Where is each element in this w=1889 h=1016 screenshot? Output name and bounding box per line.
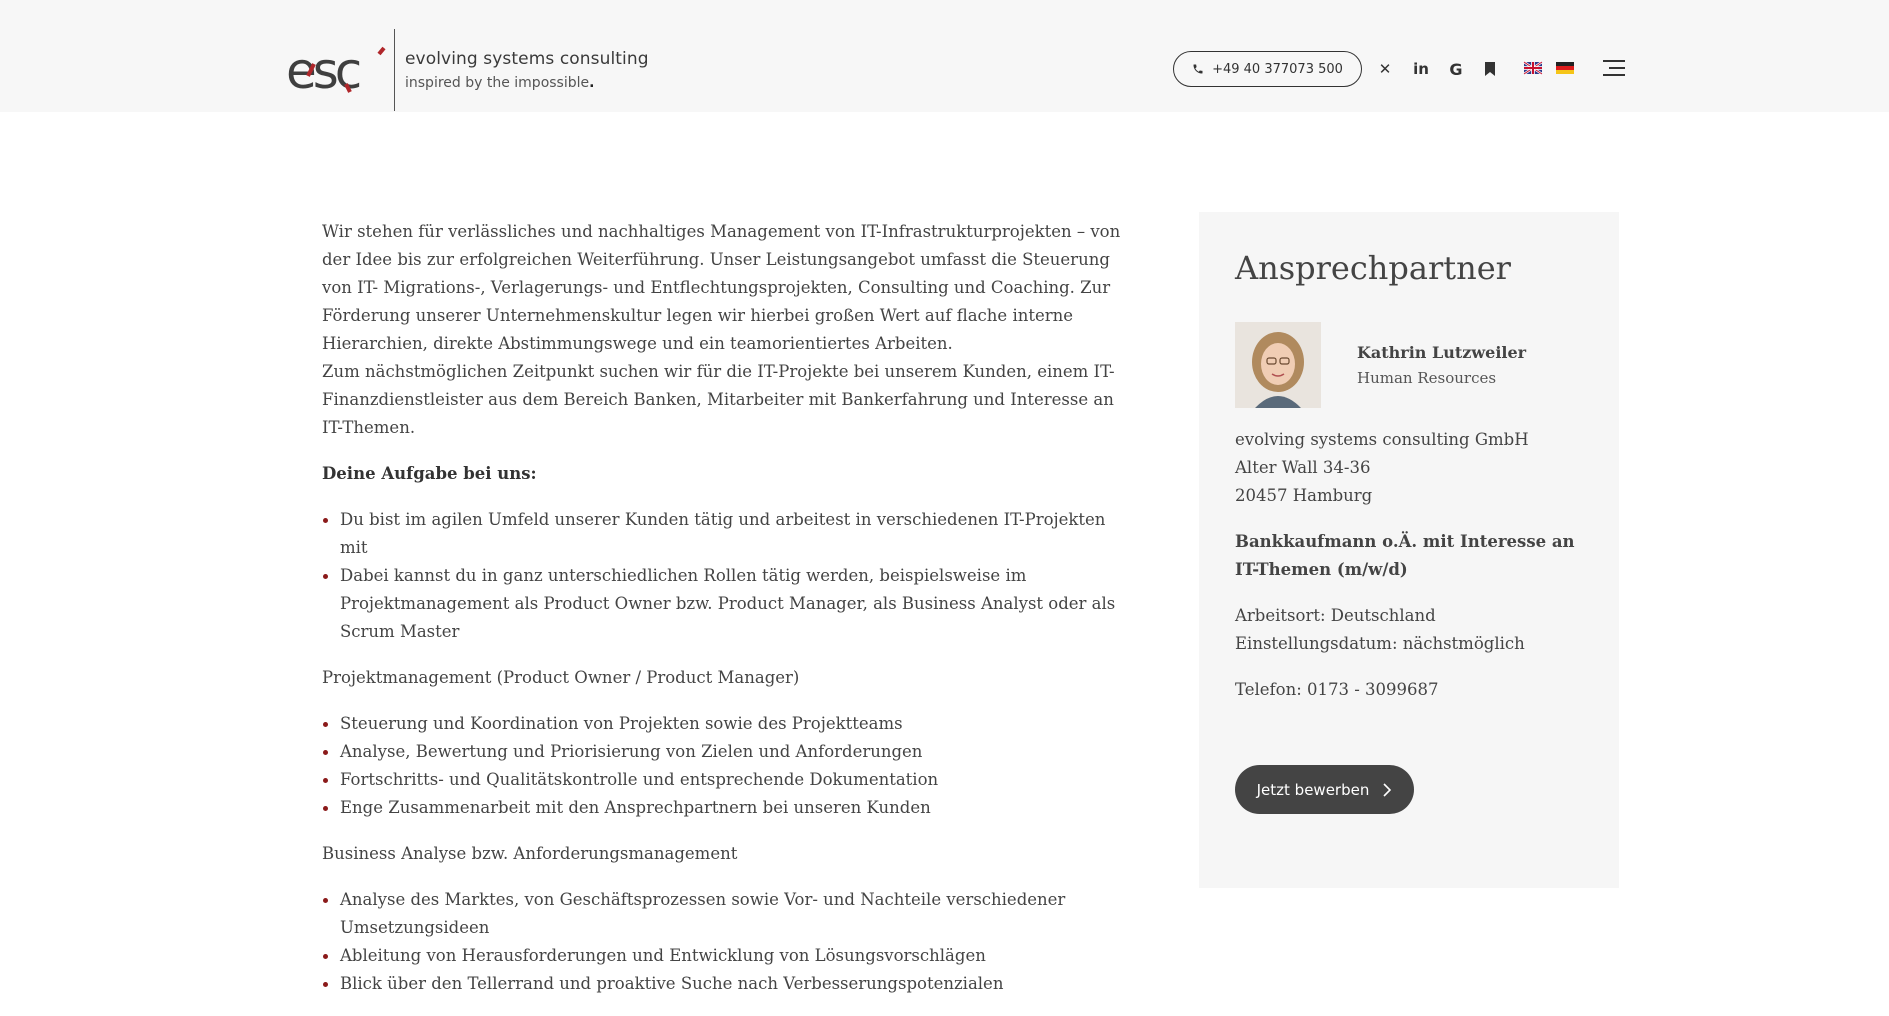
logo[interactable]	[286, 29, 649, 111]
intro-paragraph-1: Wir stehen für verlässliches und nachhaltiges Management von IT-Infrastrukturprojekten – von der Idee bis zur erfolgreichen Weiterführung. Unser Leistungsangebot umfasst die Steuerung von IT- Migrations-, Verlagerungs- und Entflechtungsprojekten, Consulting und Coaching. Zur Förderung unserer Unternehmenskultur legen wir hierbei großen Wert auf flache interne Hierarchien, direkte Abstimmungswege und ein teamorientiertes Arbeiten.	[322, 222, 1121, 353]
google-glyph: G	[1449, 59, 1463, 79]
phone-button[interactable]	[1173, 51, 1362, 87]
intro-paragraph-2: Zum nächstmöglichen Zeitpunkt suchen wir für die IT-Projekte bei unserem Kunden, einem IT-Finanzdienstleister aus dem Bereich Banken, Mitarbeiter mit Bankerfahrung und Interesse an IT-Themen.	[322, 362, 1115, 437]
en-flag-icon[interactable]	[1524, 62, 1542, 74]
job-description	[322, 218, 1122, 1016]
avatar	[1235, 322, 1321, 408]
contact-person	[1235, 322, 1583, 408]
logo-divider	[394, 29, 395, 111]
company-name: evolving systems consulting GmbH	[1235, 430, 1529, 449]
task-list	[322, 506, 1122, 646]
company-street: Alter Wall 34-36	[1235, 458, 1371, 477]
contact-info	[1357, 340, 1526, 390]
pm-heading: Projektmanagement (Product Owner / Product Manager)	[322, 668, 800, 687]
contact-role: Human Resources	[1357, 369, 1497, 387]
xing-glyph: ✕	[1378, 60, 1392, 78]
list-item: Analyse des Marktes, von Geschäftsprozessen sowie Vor- und Nachteile verschiedener Umsetzungsideen	[322, 886, 1122, 942]
list-item: Fortschritts- und Qualitätskontrolle und entsprechende Dokumentation	[322, 766, 1122, 794]
logo-tagline	[405, 75, 649, 91]
bookmark-icon[interactable]	[1479, 58, 1501, 80]
site-header	[0, 0, 1889, 112]
pm-list	[322, 710, 1122, 822]
task-heading: Deine Aufgabe bei uns:	[322, 464, 537, 483]
list-item: Ableitung von Herausforderungen und Entwicklung von Lösungsvorschlägen	[322, 942, 1122, 970]
logo-title: evolving systems consulting	[405, 49, 649, 69]
google-icon[interactable]	[1445, 58, 1467, 80]
list-item: Steuerung und Koordination von Projekten sowie des Projektteams	[322, 710, 1122, 738]
company-address	[1235, 426, 1583, 510]
list-item: Blick über den Tellerrand und proaktive Suche nach Verbesserungspotenzialen	[322, 970, 1122, 998]
job-title: Bankkaufmann o.Ä. mit Interesse an IT-Themen (m/w/d)	[1235, 532, 1575, 579]
bookmark-shape	[1484, 62, 1496, 76]
xing-icon[interactable]	[1374, 58, 1396, 80]
sidebar-title: Ansprechpartner	[1235, 249, 1511, 287]
contact-name: Kathrin Lutzweiler	[1357, 343, 1527, 362]
intro-text	[322, 218, 1122, 442]
company-city: 20457 Hamburg	[1235, 486, 1373, 505]
de-flag-icon[interactable]	[1556, 62, 1574, 74]
job-start-date: Einstellungsdatum: nächstmöglich	[1235, 634, 1525, 653]
chevron-right-icon	[1383, 783, 1392, 797]
logo-text	[405, 49, 649, 91]
apply-button[interactable]	[1235, 765, 1414, 814]
ba-list	[322, 886, 1122, 998]
ba-heading: Business Analyse bzw. Anforderungsmanagement	[322, 844, 738, 863]
contact-phone: Telefon: 0173 - 3099687	[1235, 680, 1439, 699]
menu-icon[interactable]	[1603, 60, 1625, 78]
linkedin-glyph: in	[1413, 60, 1429, 78]
job-meta	[1235, 602, 1583, 658]
apply-label: Jetzt bewerben	[1256, 780, 1370, 799]
logo-tagline-text: inspired by the impossible	[405, 75, 590, 91]
phone-icon	[1192, 63, 1204, 75]
list-item: Enge Zusammenarbeit mit den Ansprechpartnern bei unseren Kunden	[322, 794, 1122, 822]
linkedin-icon[interactable]	[1410, 58, 1432, 80]
logo-tagline-dot: .	[589, 75, 595, 91]
list-item: Du bist im agilen Umfeld unserer Kunden tätig und arbeitest in verschiedenen IT-Projekten mit	[322, 506, 1122, 562]
logo-mark-text: esc	[286, 42, 359, 100]
phone-label: +49 40 377073 500	[1212, 61, 1343, 77]
list-item: Analyse, Bewertung und Priorisierung von Zielen und Anforderungen	[322, 738, 1122, 766]
list-item: Dabei kannst du in ganz unterschiedlichen Rollen tätig werden, beispielsweise im Projektmanagement als Product Owner bzw. Product Manager, als Business Analyst oder als Scrum Master	[322, 562, 1122, 646]
contact-sidebar	[1199, 212, 1619, 888]
job-location: Arbeitsort: Deutschland	[1235, 606, 1436, 625]
esc-logo-mark	[286, 42, 386, 100]
